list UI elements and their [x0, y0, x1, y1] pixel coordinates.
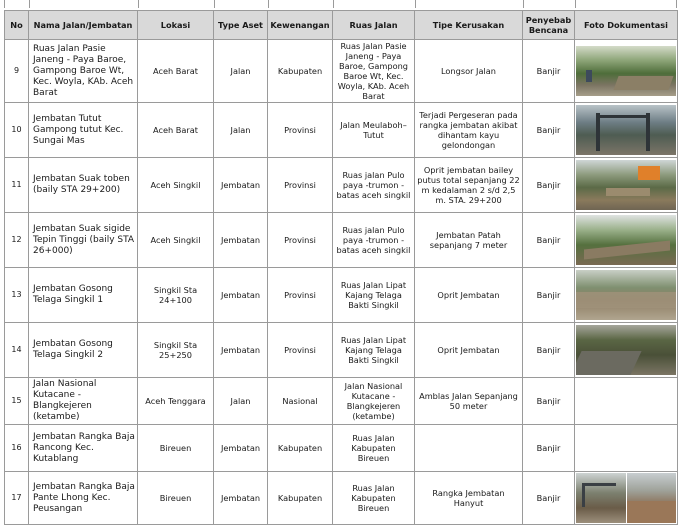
cell-penyebab: Banjir	[523, 103, 575, 158]
cell-type: Jalan	[214, 103, 268, 158]
cell-foto	[575, 472, 678, 525]
cell-no: 16	[5, 425, 29, 472]
cell-nama: Jalan Nasional Kutacane - Blangkejeren (ketambe)	[29, 378, 138, 425]
col-header-lokasi: Lokasi	[138, 11, 214, 40]
cell-penyebab: Banjir	[523, 425, 575, 472]
cell-lokasi: Aceh Tenggara	[138, 378, 214, 425]
cell-lokasi: Aceh Singkil	[138, 213, 214, 268]
cell-tipe: Jembatan Patah sepanjang 7 meter	[415, 213, 523, 268]
cell-no: 17	[5, 472, 29, 525]
cell-kewenangan: Provinsi	[268, 268, 333, 323]
col-header-kewenangan: Kewenangan	[268, 11, 333, 40]
documentation-photo	[576, 473, 626, 523]
table-row	[5, 213, 678, 268]
cell-type: Jembatan	[214, 472, 268, 525]
cell-kewenangan: Provinsi	[268, 103, 333, 158]
cell-kewenangan: Provinsi	[268, 323, 333, 378]
documentation-photo-pair	[576, 473, 676, 523]
cell-foto	[575, 103, 678, 158]
cell-nama: Jembatan Gosong Telaga Singkil 1	[29, 268, 138, 323]
cell-lokasi: Bireuen	[138, 472, 214, 525]
cell-type: Jalan	[214, 40, 268, 103]
table-row	[5, 103, 678, 158]
cell-tipe: Oprit Jembatan	[415, 323, 523, 378]
cell-ruas: Jalan Nasional Kutacane - Blangkejeren (ketambe)	[333, 378, 415, 425]
cell-tipe: Rangka Jembatan Hanyut	[415, 472, 523, 525]
cell-foto	[575, 268, 678, 323]
cell-type: Jembatan	[214, 425, 268, 472]
documentation-photo	[576, 215, 676, 265]
cell-tipe: Oprit jembatan bailey putus total sepanjang 22 m kedalaman 2 s/d 2,5 m. STA. 29+200	[415, 158, 523, 213]
cell-ruas: Ruas Jalan Lipat Kajang Telaga Bakti Singkil	[333, 323, 415, 378]
cell-nama: Jembatan Tutut Gampong tutut Kec. Sungai Mas	[29, 103, 138, 158]
cell-ruas: Ruas Jalan Pasie Janeng - Paya Baroe, Gampong Baroe Wt, Kec. Woyla, KAb. Aceh Barat	[333, 40, 415, 103]
cell-lokasi: Aceh Singkil	[138, 158, 214, 213]
cell-lokasi: Bireuen	[138, 425, 214, 472]
cell-type: Jembatan	[214, 323, 268, 378]
cell-type: Jalan	[214, 378, 268, 425]
cell-foto	[575, 378, 678, 425]
cell-nama: Ruas Jalan Pasie Janeng - Paya Baroe, Gampong Baroe Wt, Kec. Woyla, KAb. Aceh Barat	[29, 40, 138, 103]
col-header-no: No	[5, 11, 29, 40]
table-row	[5, 323, 678, 378]
table-row	[5, 425, 678, 472]
col-header-tipe: Tipe Kerusakan	[415, 11, 523, 40]
cell-tipe	[415, 425, 523, 472]
cell-ruas: Ruas Jalan Kabupaten Bireuen	[333, 425, 415, 472]
documentation-photo	[576, 325, 676, 375]
cell-ruas: Ruas Jalan Lipat Kajang Telaga Bakti Singkil	[333, 268, 415, 323]
cell-nama: Jembatan Rangka Baja Rancong Kec. Kutablang	[29, 425, 138, 472]
cell-tipe: Amblas Jalan Sepanjang 50 meter	[415, 378, 523, 425]
cell-penyebab: Banjir	[523, 213, 575, 268]
documentation-photo	[576, 160, 676, 210]
table-row	[5, 40, 678, 103]
cell-tipe: Oprit Jembatan	[415, 268, 523, 323]
cell-type: Jembatan	[214, 268, 268, 323]
cell-foto	[575, 213, 678, 268]
cell-kewenangan: Provinsi	[268, 213, 333, 268]
col-header-ruas: Ruas Jalan	[333, 11, 415, 40]
cell-kewenangan: Kabupaten	[268, 425, 333, 472]
documentation-photo	[576, 46, 676, 96]
cell-penyebab: Banjir	[523, 158, 575, 213]
cell-tipe: Terjadi Pergeseran pada rangka jembatan akibat dihantam kayu gelondongan	[415, 103, 523, 158]
cell-no: 13	[5, 268, 29, 323]
cell-lokasi: Singkil Sta 25+250	[138, 323, 214, 378]
cell-penyebab: Banjir	[523, 268, 575, 323]
cell-nama: Jembatan Suak sigide Tepin Tinggi (baily STA 26+000)	[29, 213, 138, 268]
cell-no: 12	[5, 213, 29, 268]
cell-kewenangan: Nasional	[268, 378, 333, 425]
cell-penyebab: Banjir	[523, 40, 575, 103]
cell-penyebab: Banjir	[523, 472, 575, 525]
cell-foto	[575, 425, 678, 472]
cell-lokasi: Aceh Barat	[138, 40, 214, 103]
cell-tipe: Longsor Jalan	[415, 40, 523, 103]
cell-no: 11	[5, 158, 29, 213]
cell-ruas: Ruas Jalan Kabupaten Bireuen	[333, 472, 415, 525]
cell-ruas: Jalan Meulaboh–Tutut	[333, 103, 415, 158]
table-row	[5, 378, 678, 425]
damage-report-table	[4, 10, 678, 525]
cell-no: 15	[5, 378, 29, 425]
cell-foto	[575, 323, 678, 378]
cell-nama: Jembatan Rangka Baja Pante Lhong Kec. Peusangan	[29, 472, 138, 525]
col-header-nama: Nama Jalan/Jembatan	[29, 11, 138, 40]
documentation-photo	[576, 105, 676, 155]
cell-no: 10	[5, 103, 29, 158]
cell-no: 14	[5, 323, 29, 378]
cell-lokasi: Aceh Barat	[138, 103, 214, 158]
cell-penyebab: Banjir	[523, 323, 575, 378]
cell-kewenangan: Kabupaten	[268, 472, 333, 525]
cell-type: Jembatan	[214, 158, 268, 213]
col-header-foto: Foto Dokumentasi	[575, 11, 678, 40]
table-row	[5, 472, 678, 525]
col-header-penyebab: Penyebab Bencana	[523, 11, 575, 40]
cell-no: 9	[5, 40, 29, 103]
documentation-photo	[576, 270, 676, 320]
table-row	[5, 268, 678, 323]
header-row	[5, 11, 678, 40]
cell-type: Jembatan	[214, 213, 268, 268]
cell-kewenangan: Provinsi	[268, 158, 333, 213]
cell-kewenangan: Kabupaten	[268, 40, 333, 103]
cell-nama: Jembatan Gosong Telaga Singkil 2	[29, 323, 138, 378]
cell-ruas: Ruas jalan Pulo paya -trumon -batas aceh singkil	[333, 158, 415, 213]
table-row	[5, 158, 678, 213]
col-header-type: Type Aset	[214, 11, 268, 40]
previous-table-edge	[4, 0, 677, 8]
cell-penyebab: Banjir	[523, 378, 575, 425]
cell-lokasi: Singkil Sta 24+100	[138, 268, 214, 323]
cell-nama: Jembatan Suak toben (baily STA 29+200)	[29, 158, 138, 213]
cell-foto	[575, 158, 678, 213]
cell-foto	[575, 40, 678, 103]
documentation-photo	[627, 473, 677, 523]
cell-ruas: Ruas jalan Pulo paya -trumon -batas aceh singkil	[333, 213, 415, 268]
